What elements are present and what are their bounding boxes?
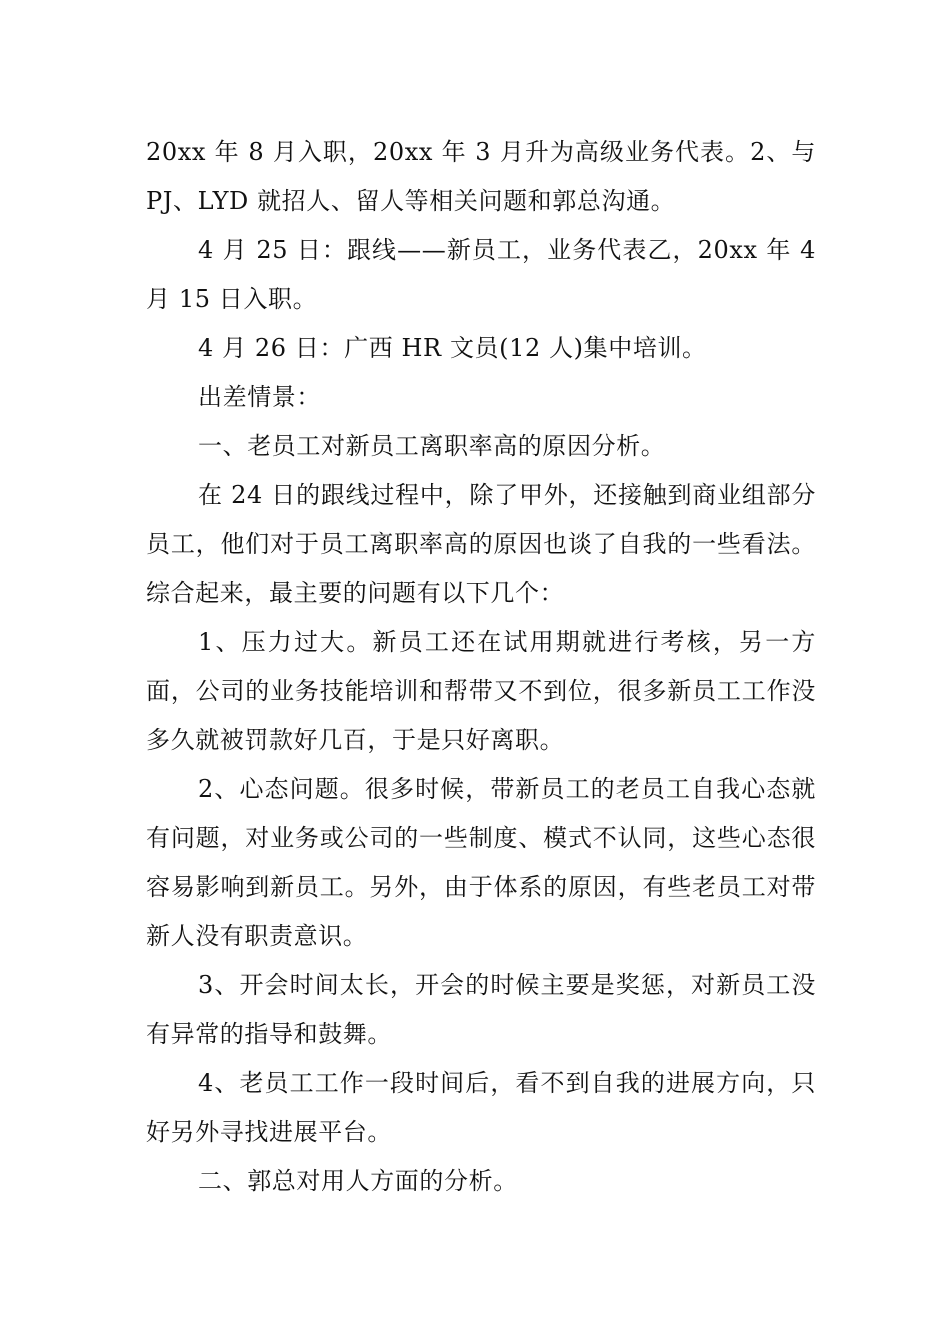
paragraph-business-trip-heading: 出差情景： [198, 383, 321, 411]
list-item-4: 4、老员工工作一段时间后，看不到自我的进展方向，只好另外寻找进展平台。 [146, 1069, 816, 1146]
document-body [146, 128, 816, 1206]
paragraph-apr25: 4 月 25 日：跟线——新员工，业务代表乙，20xx 年 4 月 15 日入职。 [146, 236, 816, 313]
section-heading-1: 一、老员工对新员工离职率高的原因分析。 [198, 432, 666, 460]
list-item-2: 2、心态问题。很多时候，带新员工的老员工自我心态就有问题，对业务或公司的一些制度、模式不认同，这些心态很容易影响到新员工。另外，由于体系的原因，有些老员工对带新人没有职责意识。 [146, 775, 816, 950]
list-item-1: 1、压力过大。新员工还在试用期就进行考核，另一方面，公司的业务技能培训和帮带又不到位，很多新员工工作没多久就被罚款好几百，于是只好离职。 [146, 628, 816, 754]
paragraph-apr26: 4 月 26 日：广西 HR 文员(12 人)集中培训。 [198, 334, 707, 362]
section-heading-2: 二、郭总对用人方面的分析。 [198, 1167, 518, 1195]
list-item-3: 3、开会时间太长，开会的时候主要是奖惩，对新员工没有异常的指导和鼓舞。 [146, 971, 816, 1048]
paragraph-analysis-intro: 在 24 日的跟线过程中，除了甲外，还接触到商业组部分员工，他们对于员工离职率高的原因也谈了自我的一些看法。综合起来，最主要的问题有以下几个： [146, 481, 816, 607]
paragraph-continuation: 20xx 年 8 月入职，20xx 年 3 月升为高级业务代表。2、与 PJ、LYD 就招人、留人等相关问题和郭总沟通。 [146, 138, 816, 215]
